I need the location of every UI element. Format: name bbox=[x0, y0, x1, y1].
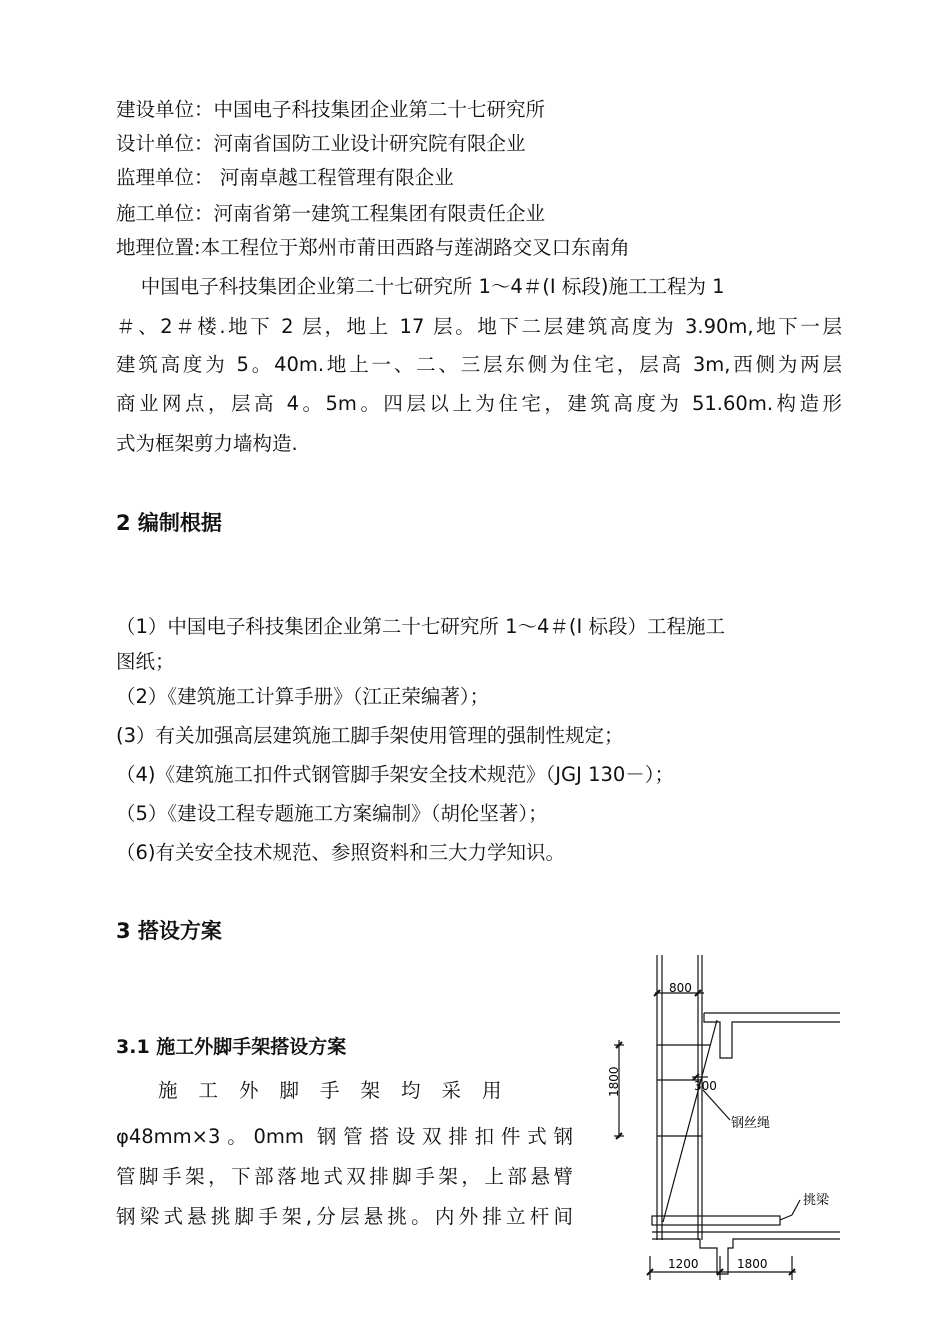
dim-bottom-right-label: 1800 bbox=[737, 1257, 768, 1271]
scheme-line-4: 钢梁式悬挑脚手架,分层悬挑。内外排立杆间 bbox=[116, 1205, 573, 1228]
supervisor-line: 监理单位： 河南卓越工程管理有限企业 bbox=[116, 166, 454, 189]
overview-line-4: 商业网点，层高 4。5m。四层以上为住宅，建筑高度为 51.60m.构造形 bbox=[116, 392, 842, 415]
overview-line-5: 式为框架剪力墙构造. bbox=[116, 432, 298, 455]
designer-line: 设计单位：河南省国防工业设计研究院有限企业 bbox=[116, 132, 526, 155]
section-2-title: 2 编制根据 bbox=[116, 511, 222, 535]
dim-bottom-left-label: 1200 bbox=[668, 1257, 699, 1271]
reference-item-6: （6)有关安全技术规范、参照资料和三大力学知识。 bbox=[116, 841, 566, 864]
reference-item-3: (3）有关加强高层建筑施工脚手架使用管理的强制性规定； bbox=[116, 724, 624, 747]
builder-line: 建设单位：中国电子科技集团企业第二十七研究所 bbox=[116, 98, 546, 121]
section-3-title: 3 搭设方案 bbox=[116, 919, 222, 943]
scheme-line-3: 管脚手架，下部落地式双排脚手架，上部悬臂 bbox=[116, 1165, 573, 1188]
reference-item-2: （2）《建筑施工计算手册》（江正荣编著）； bbox=[116, 685, 490, 708]
overview-line-2: ＃、2＃楼.地下 2 层，地上 17 层。地下二层建筑高度为 3.90m,地下一层 bbox=[116, 315, 842, 338]
scheme-line-1: 施工外脚手架均采用 bbox=[158, 1079, 523, 1102]
overview-line-3: 建筑高度为 5。40m.地上一、二、三层东侧为住宅，层高 3m,西侧为两层 bbox=[116, 353, 842, 376]
scaffold-diagram bbox=[600, 950, 840, 1295]
section-3-1-title: 3.1 施工外脚手架搭设方案 bbox=[116, 1036, 347, 1058]
dim-vertical-label: 1800 bbox=[607, 1066, 621, 1097]
scheme-line-2: φ48mm×3。0mm 钢管搭设双排扣件式钢 bbox=[116, 1125, 573, 1148]
wire-rope-label: 钢丝绳 bbox=[731, 1116, 771, 1131]
contractor-line: 施工单位：河南省第一建筑工程集团有限责任企业 bbox=[116, 202, 546, 225]
reference-item-4: （4)《建筑施工扣件式钢管脚手架安全技术规范》（JGJ 130－）； bbox=[116, 763, 675, 786]
dim-small-label: 300 bbox=[694, 1079, 717, 1093]
dim-top-label: 800 bbox=[669, 981, 692, 995]
location-line: 地理位置:本工程位于郑州市莆田西路与莲湖路交叉口东南角 bbox=[116, 236, 630, 259]
reference-item-5: （5）《建设工程专题施工方案编制》（胡伦坚著）； bbox=[116, 802, 548, 825]
overview-line-1: 中国电子科技集团企业第二十七研究所 1～4＃(Ⅰ 标段)施工工程为 1 bbox=[116, 275, 725, 298]
reference-item-1-cont: 图纸； bbox=[116, 650, 175, 673]
cantilever-beam-label: 挑梁 bbox=[803, 1193, 830, 1208]
reference-item-1: （1）中国电子科技集团企业第二十七研究所 1～4＃(Ⅰ 标段）工程施工 bbox=[116, 615, 725, 638]
